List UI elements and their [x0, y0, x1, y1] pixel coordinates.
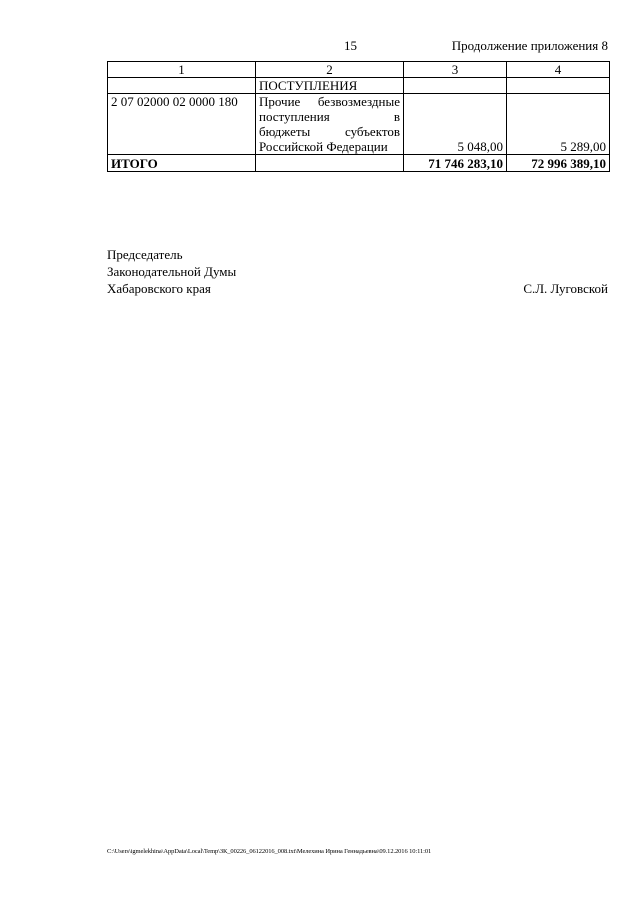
appendix-table [107, 61, 610, 172]
total-label: ИТОГО [108, 155, 256, 172]
signature-title-line-3: Хабаровского края [107, 281, 211, 296]
signature-title-line-1: Председатель [107, 247, 183, 262]
table-row [108, 94, 610, 155]
column-number-4: 4 [507, 62, 610, 78]
footer-file-path: C:\Users\igmelekhina\AppData\Local\Temp\ЗК_00226_06122016_008.txt\Мелехина Ирина Геннадьевна\09.12.2016 10:11:01 [107, 848, 432, 855]
column-number-3: 3 [404, 62, 507, 78]
total-empty-cell [256, 155, 404, 172]
section-name-cell: ПОСТУПЛЕНИЯ [256, 78, 404, 94]
column-number-1: 1 [108, 62, 256, 78]
row-name [256, 94, 404, 155]
signature-title-line-2: Законодательной Думы [107, 264, 237, 279]
section-value-4-cell [507, 78, 610, 94]
row-code: 2 07 02000 02 0000 180 [108, 94, 256, 155]
row-name-line: поступления в [259, 109, 400, 124]
section-row [108, 78, 610, 94]
row-value-4: 5 289,00 [507, 94, 610, 155]
row-name-line: Российской Федерации [259, 139, 388, 154]
signature-block [107, 246, 236, 297]
row-name-line: бюджеты субъектов [259, 124, 400, 139]
column-number-row [108, 62, 610, 78]
row-value-3: 5 048,00 [404, 94, 507, 155]
signer-name: С.Л. Луговской [523, 281, 608, 296]
section-value-3-cell [404, 78, 507, 94]
column-number-2: 2 [256, 62, 404, 78]
total-row [108, 155, 610, 172]
continuation-label: Продолжение приложения 8 [451, 38, 608, 53]
row-name-line: Прочие безвозмездные [259, 94, 400, 109]
page-number: 15 [344, 38, 357, 53]
total-value-3: 71 746 283,10 [404, 155, 507, 172]
total-value-4: 72 996 389,10 [507, 155, 610, 172]
section-code-cell [108, 78, 256, 94]
